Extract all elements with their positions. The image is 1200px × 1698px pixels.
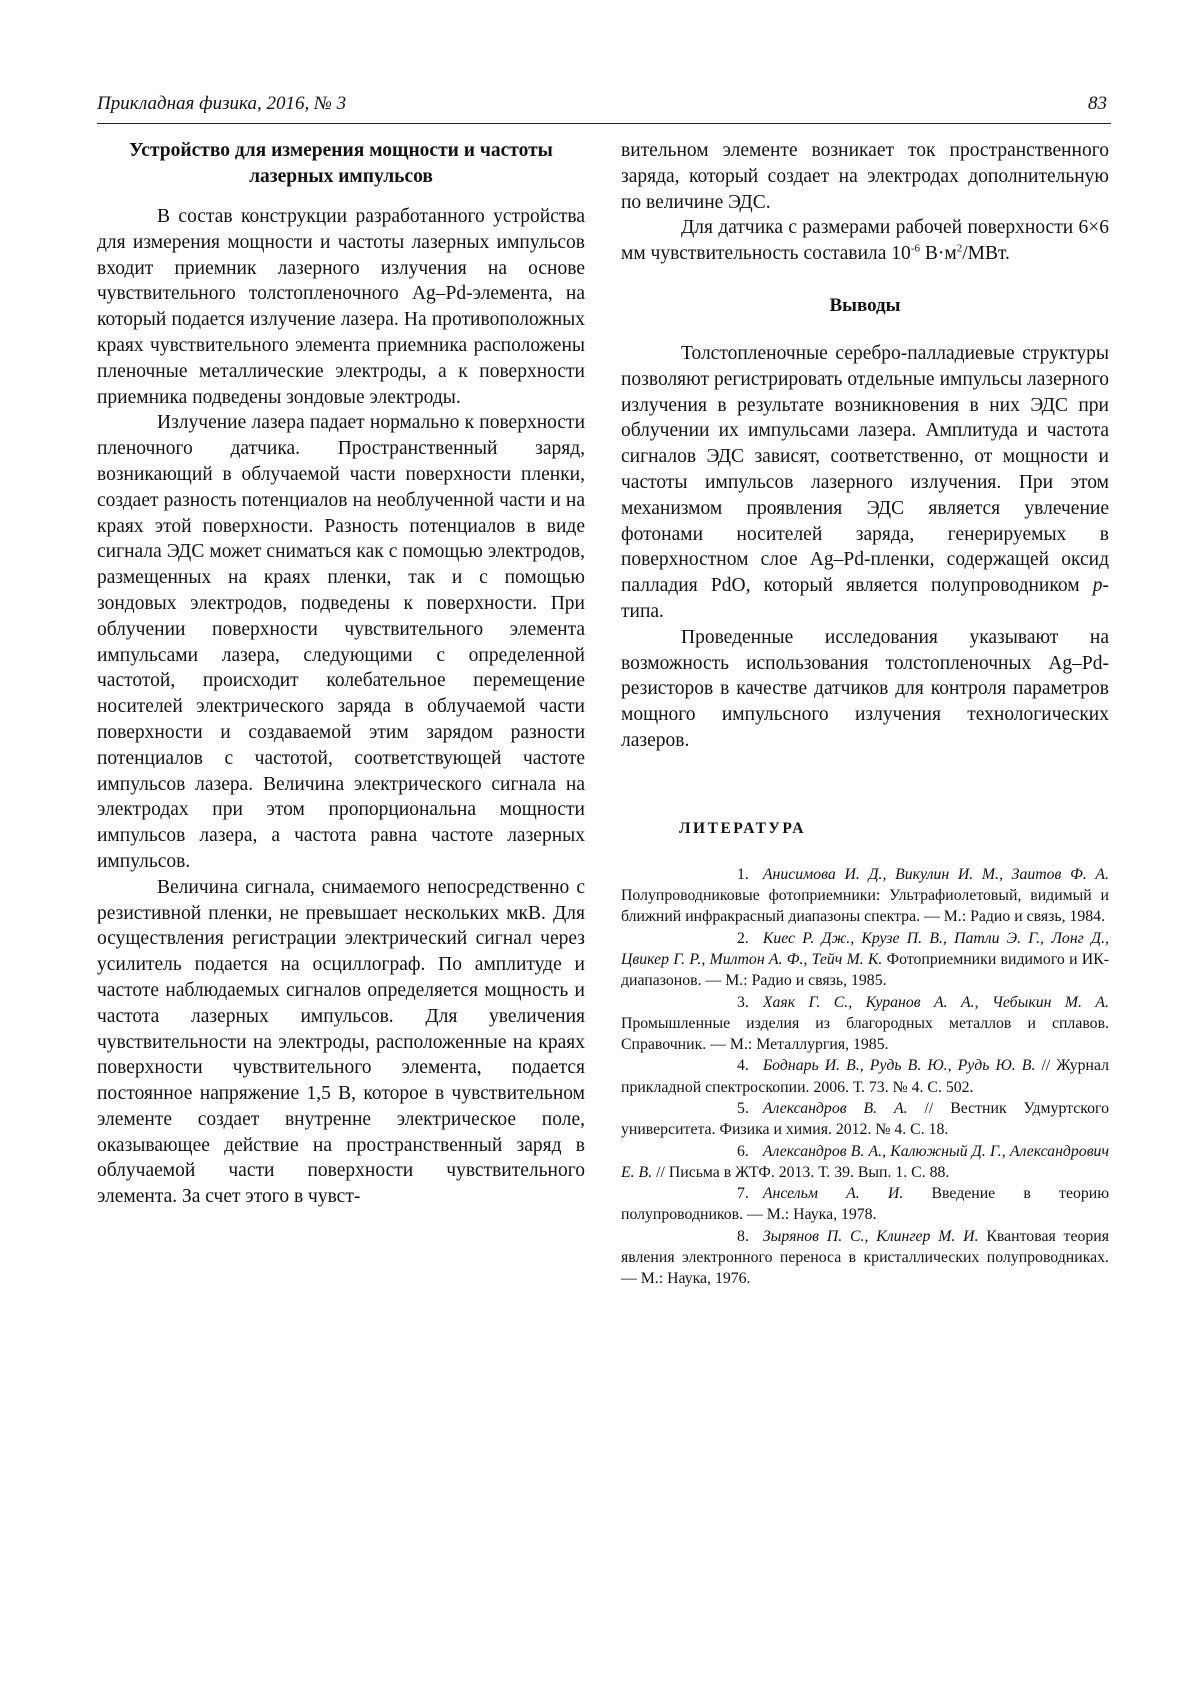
reference-item [621,1141,1109,1184]
reference-number: 6. [737,1142,749,1160]
reference-authors: Зырянов П. С., Клингер М. И. [762,1227,979,1245]
references-heading: ЛИТЕРАТУРА [679,819,806,837]
references-list [621,864,1109,1290]
reference-authors: Хаяк Г. С., Куранов А. А., Чебыкин М. А. [762,993,1109,1011]
reference-authors: Боднарь И. В., Рудь В. Ю., Рудь Ю. В. [762,1057,1036,1075]
reference-text: Квантовая теория явления электронного переноса в кристаллических полупроводниках. — М.: Наука, 1976. [621,1227,1109,1288]
reference-number: 2. [737,929,749,947]
reference-item [621,1098,1109,1141]
text-run: В·м [919,243,957,265]
reference-authors: Киес Р. Дж., Крузе П. В., Патли Э. Г., Лонг Д., Цвикер Г. Р., Милтон А. Ф., Тейч М. К. [621,929,1109,968]
page-number: 83 [1088,93,1107,114]
conclusion-paragraph: Проведенные исследования указывают на возможность использования толстопленочных Ag–Pd-резисторов в качестве датчиков для контроля параметров мощного импульсного излучения технологических лазеров. [621,626,1109,751]
left-column [97,138,585,1210]
reference-number: 5. [737,1100,749,1117]
reference-text: Полупроводниковые фотоприемники: Ультрафиолетовый, видимый и ближний инфракрасный диапазоны спектра. — М.: Радио и связь, 1984. [621,887,1109,926]
reference-authors: Ансельм А. И. [762,1185,904,1203]
italic-run: p [1092,575,1103,597]
reference-text: Фотоприемники видимого и ИК-диапазонов. — М.: Радио и связь, 1985. [621,950,1109,990]
paragraph: Излучение лазера падает нормально к поверхности пленочного датчика. Пространственный заряд, возникающий в облучаемой части поверхности пленки, создает разность потенциалов на необлученной части и на краях этой поверхности. Разность потенциалов в виде сигнала ЭДС может сниматься как с помощью электродов, размещенных на краях пленки, так и с помощью зондовых электродов, подведены к поверхности. При облучении поверхности чувствительного элемента импульсами лазера, следующими с определенной частотой, происходит колебательное перемещение носителей электрического заряда в облучаемой части поверхности и создаваемой этим зарядом разности потенциалов с частотой, соответствующей частоте импульсов лазера. Величина электрического сигнала на электродах при этом пропорциональна мощности импульсов лазера, а частота равна частоте лазерных импульсов. [97,412,585,872]
reference-authors: Александров В. А., Калюжный Д. Г., Александрович Е. В. [621,1142,1109,1181]
reference-text: // Письма в ЖТФ. 2013. Т. 39. Вып. 1. С. 88. [652,1163,950,1181]
conclusions-heading: Выводы [829,294,901,316]
sensor-sensitivity-paragraph [621,215,1109,267]
text-run: -типа. [621,575,1109,622]
text-run: /МВт. [962,243,1010,265]
reference-authors: Анисимова И. Д., Викулин И. М., Заитов Ф. А. [762,865,1109,883]
superscript: 2 [956,242,963,255]
reference-item [621,1183,1109,1226]
running-header [97,93,1111,124]
text-run: Для датчика с размерами рабочей поверхности 6×6 мм чувствительность составила 10 [621,217,1109,265]
journal-title: Прикладная физика, 2016, № 3 [97,93,347,114]
reference-item [621,928,1109,992]
reference-number: 8. [737,1227,749,1245]
reference-item [621,1226,1109,1290]
reference-item [621,992,1109,1056]
reference-item [621,864,1109,928]
reference-number: 7. [737,1185,749,1203]
reference-text: Промышленные изделия из благородных металлов и сплавов. Справочник. — М.: Металлургия, 1985. [621,1014,1109,1054]
reference-text: // Журнал прикладной спектроскопии. 2006. Т. 73. № 4. С. 502. [621,1057,1109,1096]
paragraph: Величина сигнала, снимаемого непосредственно с резистивной пленки, не превышает нескольких мкВ. Для осуществления регистрации электрический сигнал через усилитель подается на осциллограф. По амплитуде и частоте наблюдаемых сигналов определяется мощность и частота лазерных импульсов. Для увеличения чувствительности на электроды, расположенные на краях поверхности чувствительного элемента, подается постоянное напряжение 1,5 В, которое в чувствительном элементе создает внутренне электрическое поле, оказывающее действие на пространственный заряд в облучаемой части поверхности чувствительного элемента. За счет этого в чувст- [97,876,585,1208]
superscript: -6 [910,242,920,255]
reference-authors: Александров В. А. [762,1100,908,1117]
reference-item [621,1055,1109,1098]
reference-number: 3. [737,993,749,1011]
conclusion-paragraph [621,341,1109,625]
reference-text: // Вестник Удмуртского университета. Физика и химия. 2012. № 4. С. 18. [621,1100,1109,1139]
paragraph: В состав конструкции разработанного устройства для измерения мощности и частоты лазерных импульсов входит приемник лазерного излучения на основе чувствительного толстопленочного Ag–Pd-элемента, на который подается излучение лазера. На противоположных краях чувствительного элемента приемника расположены пленочные металлические электроды, а к поверхности приемника подведены зондовые электроды. [97,206,585,408]
right-column [621,138,1109,1290]
reference-number: 1. [737,865,749,883]
reference-text: Введение в теорию полупроводников. — М.: Наука, 1978. [621,1185,1110,1224]
section-title: Устройство для измерения мощности и частоты лазерных импульсов [129,140,553,187]
paragraph-continuation: вительном элементе возникает ток пространственного заряда, который создает на электродах дополнительную по величине ЭДС. [621,140,1109,213]
reference-number: 4. [737,1057,749,1075]
text-run: Толстопленочные серебро-палладиевые структуры позволяют регистрировать отдельные импульсы лазерного излучения в результате возникновения в них ЭДС при облучении их импульсами лазера. Амплитуда и частота сигналов ЭДС зависят, соответственно, от мощности и частоты импульсов лазерного излучения. При этом механизмом проявления ЭДС является увлечение фотонами носителей заряда, генерируемых в поверхностном слое Ag–Pd-пленки, содержащей оксид палладия PdO, который является полупроводником [621,342,1109,597]
